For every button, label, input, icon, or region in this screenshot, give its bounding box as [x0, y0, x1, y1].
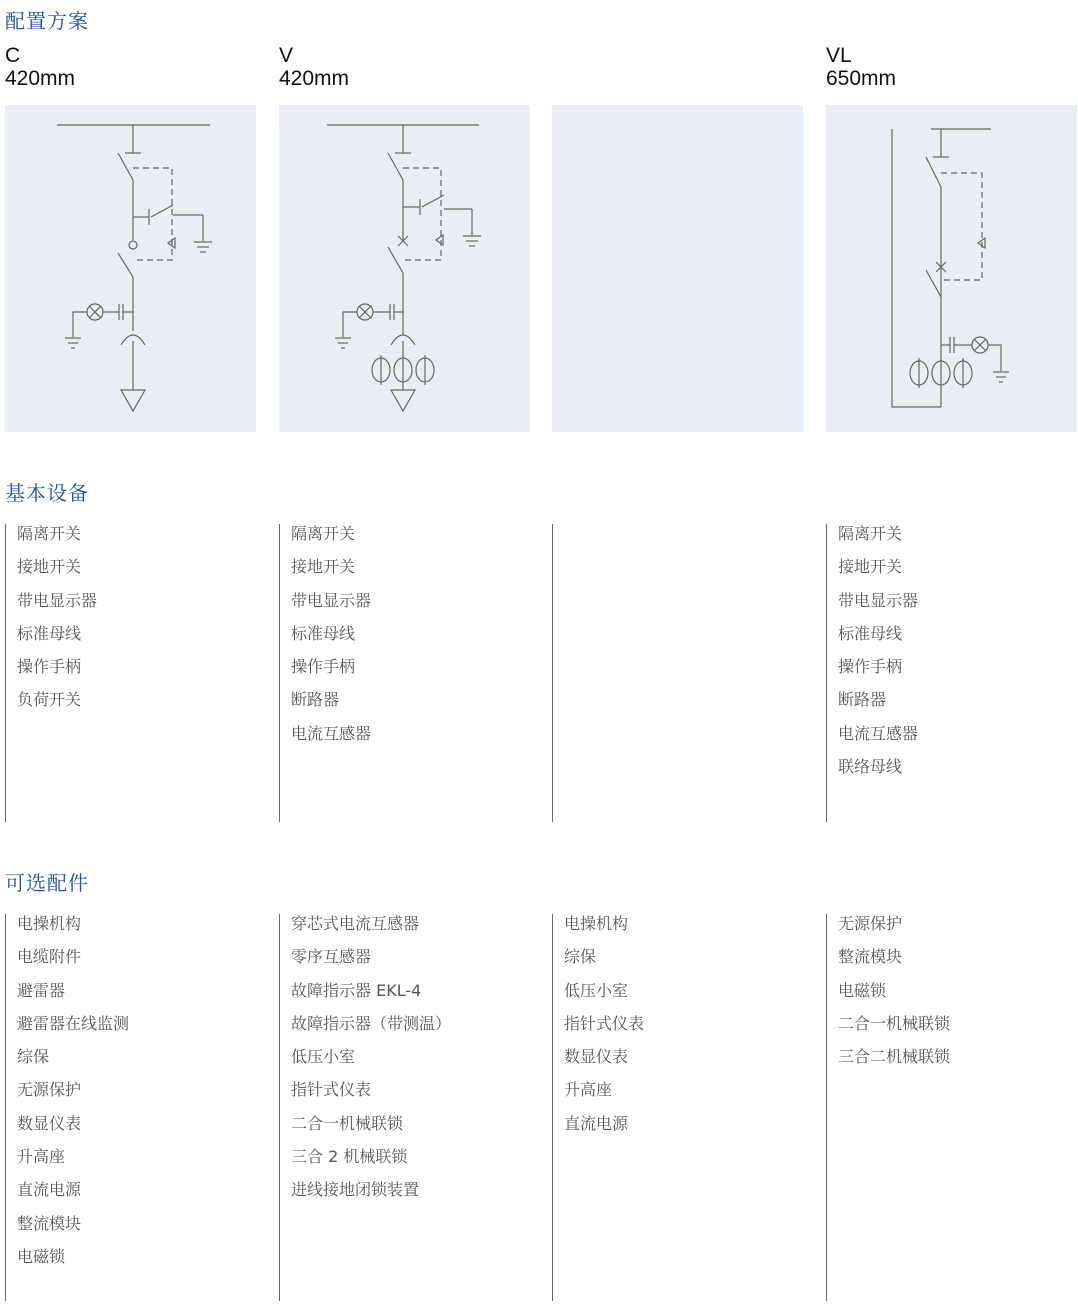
section-title-basic: 基本设备: [5, 481, 89, 505]
list-item: 电流互感器: [838, 723, 919, 743]
list-item: 带电显示器: [17, 590, 98, 610]
list-item: 操作手柄: [838, 657, 903, 677]
diagram-panel-c: [5, 105, 256, 432]
column-header-c: [5, 44, 265, 90]
list-item: 三合二机械联锁: [838, 1047, 951, 1067]
list-item: 零序互感器: [291, 947, 372, 967]
column-header-vl: [826, 44, 1078, 90]
list-item: 断路器: [291, 690, 340, 710]
column-width: 650mm: [826, 67, 897, 90]
list-item: 故障指示器（带测温）: [291, 1013, 452, 1033]
list-item: 带电显示器: [838, 590, 919, 610]
list-item: 避雷器在线监测: [17, 1013, 130, 1033]
list-item: 综保: [564, 947, 597, 967]
list-item: 断路器: [838, 690, 887, 710]
list-item: 隔离开关: [17, 524, 82, 543]
list-item: 标准母线: [291, 623, 356, 643]
list-item: 隔离开关: [838, 524, 903, 543]
list-item: 直流电源: [564, 1113, 629, 1133]
basic-list-v: [279, 524, 539, 822]
list-item: 接地开关: [17, 557, 82, 577]
list-item: 升高座: [564, 1080, 613, 1100]
list-item: 综保: [17, 1047, 50, 1067]
column-width: 420mm: [5, 67, 76, 90]
list-item: 电操机构: [564, 914, 629, 933]
list-item: 电操机构: [17, 914, 82, 933]
list-item: 无源保护: [838, 914, 903, 933]
single-line-diagram-c: [5, 105, 256, 432]
column-code: V: [279, 44, 294, 67]
list-item: 穿芯式电流互感器: [291, 914, 420, 933]
list-item: 进线接地闭锁装置: [291, 1180, 420, 1200]
optional-list-vl: [826, 914, 1078, 1301]
basic-list-c: [5, 524, 265, 822]
list-item: 联络母线: [838, 757, 903, 777]
column-code: VL: [826, 44, 852, 67]
diagram-panel-vl: [826, 105, 1077, 432]
list-item: 标准母线: [17, 623, 82, 643]
list-item: 直流电源: [17, 1180, 82, 1200]
basic-list-vl: [826, 524, 1078, 822]
list-item: 二合一机械联锁: [291, 1113, 404, 1133]
list-item: 指针式仪表: [564, 1013, 645, 1033]
list-item: 整流模块: [17, 1213, 82, 1233]
list-item: 无源保护: [17, 1080, 82, 1100]
diagram-panel-empty: [552, 105, 803, 432]
list-item: 指针式仪表: [291, 1080, 372, 1100]
list-item: 电缆附件: [17, 947, 82, 967]
section-title-config: 配置方案: [5, 9, 89, 33]
list-item: 电流互感器: [291, 723, 372, 743]
list-item: 接地开关: [838, 557, 903, 577]
list-item: 操作手柄: [291, 657, 356, 677]
list-item: 带电显示器: [291, 590, 372, 610]
list-item: 负荷开关: [17, 690, 82, 710]
list-item: 避雷器: [17, 980, 66, 1000]
column-code: C: [5, 44, 21, 67]
list-item: 整流模块: [838, 947, 903, 967]
basic-list-empty: [552, 524, 812, 822]
column-header-v: [279, 44, 539, 90]
section-title-optional: 可选配件: [5, 871, 89, 895]
optional-list-col3: [552, 914, 812, 1301]
list-item: 数显仪表: [17, 1113, 82, 1133]
list-item: 接地开关: [291, 557, 356, 577]
list-item: 隔离开关: [291, 524, 356, 543]
list-item: 数显仪表: [564, 1047, 629, 1067]
list-item: 操作手柄: [17, 657, 82, 677]
list-item: 标准母线: [838, 623, 903, 643]
list-item: 故障指示器 EKL-4: [291, 980, 422, 1000]
list-item: 电磁锁: [17, 1246, 66, 1266]
optional-list-c: [5, 914, 265, 1301]
optional-list-v: [279, 914, 539, 1301]
list-item: 升高座: [17, 1147, 66, 1167]
column-width: 420mm: [279, 67, 350, 90]
list-item: 电磁锁: [838, 980, 887, 1000]
list-item: 二合一机械联锁: [838, 1013, 951, 1033]
single-line-diagram-vl: [826, 105, 1077, 432]
list-item: 低压小室: [564, 980, 629, 1000]
single-line-diagram-v: [279, 105, 530, 432]
list-item: 低压小室: [291, 1047, 356, 1067]
list-item: 三合 2 机械联锁: [291, 1147, 408, 1167]
diagram-panel-v: [279, 105, 530, 432]
